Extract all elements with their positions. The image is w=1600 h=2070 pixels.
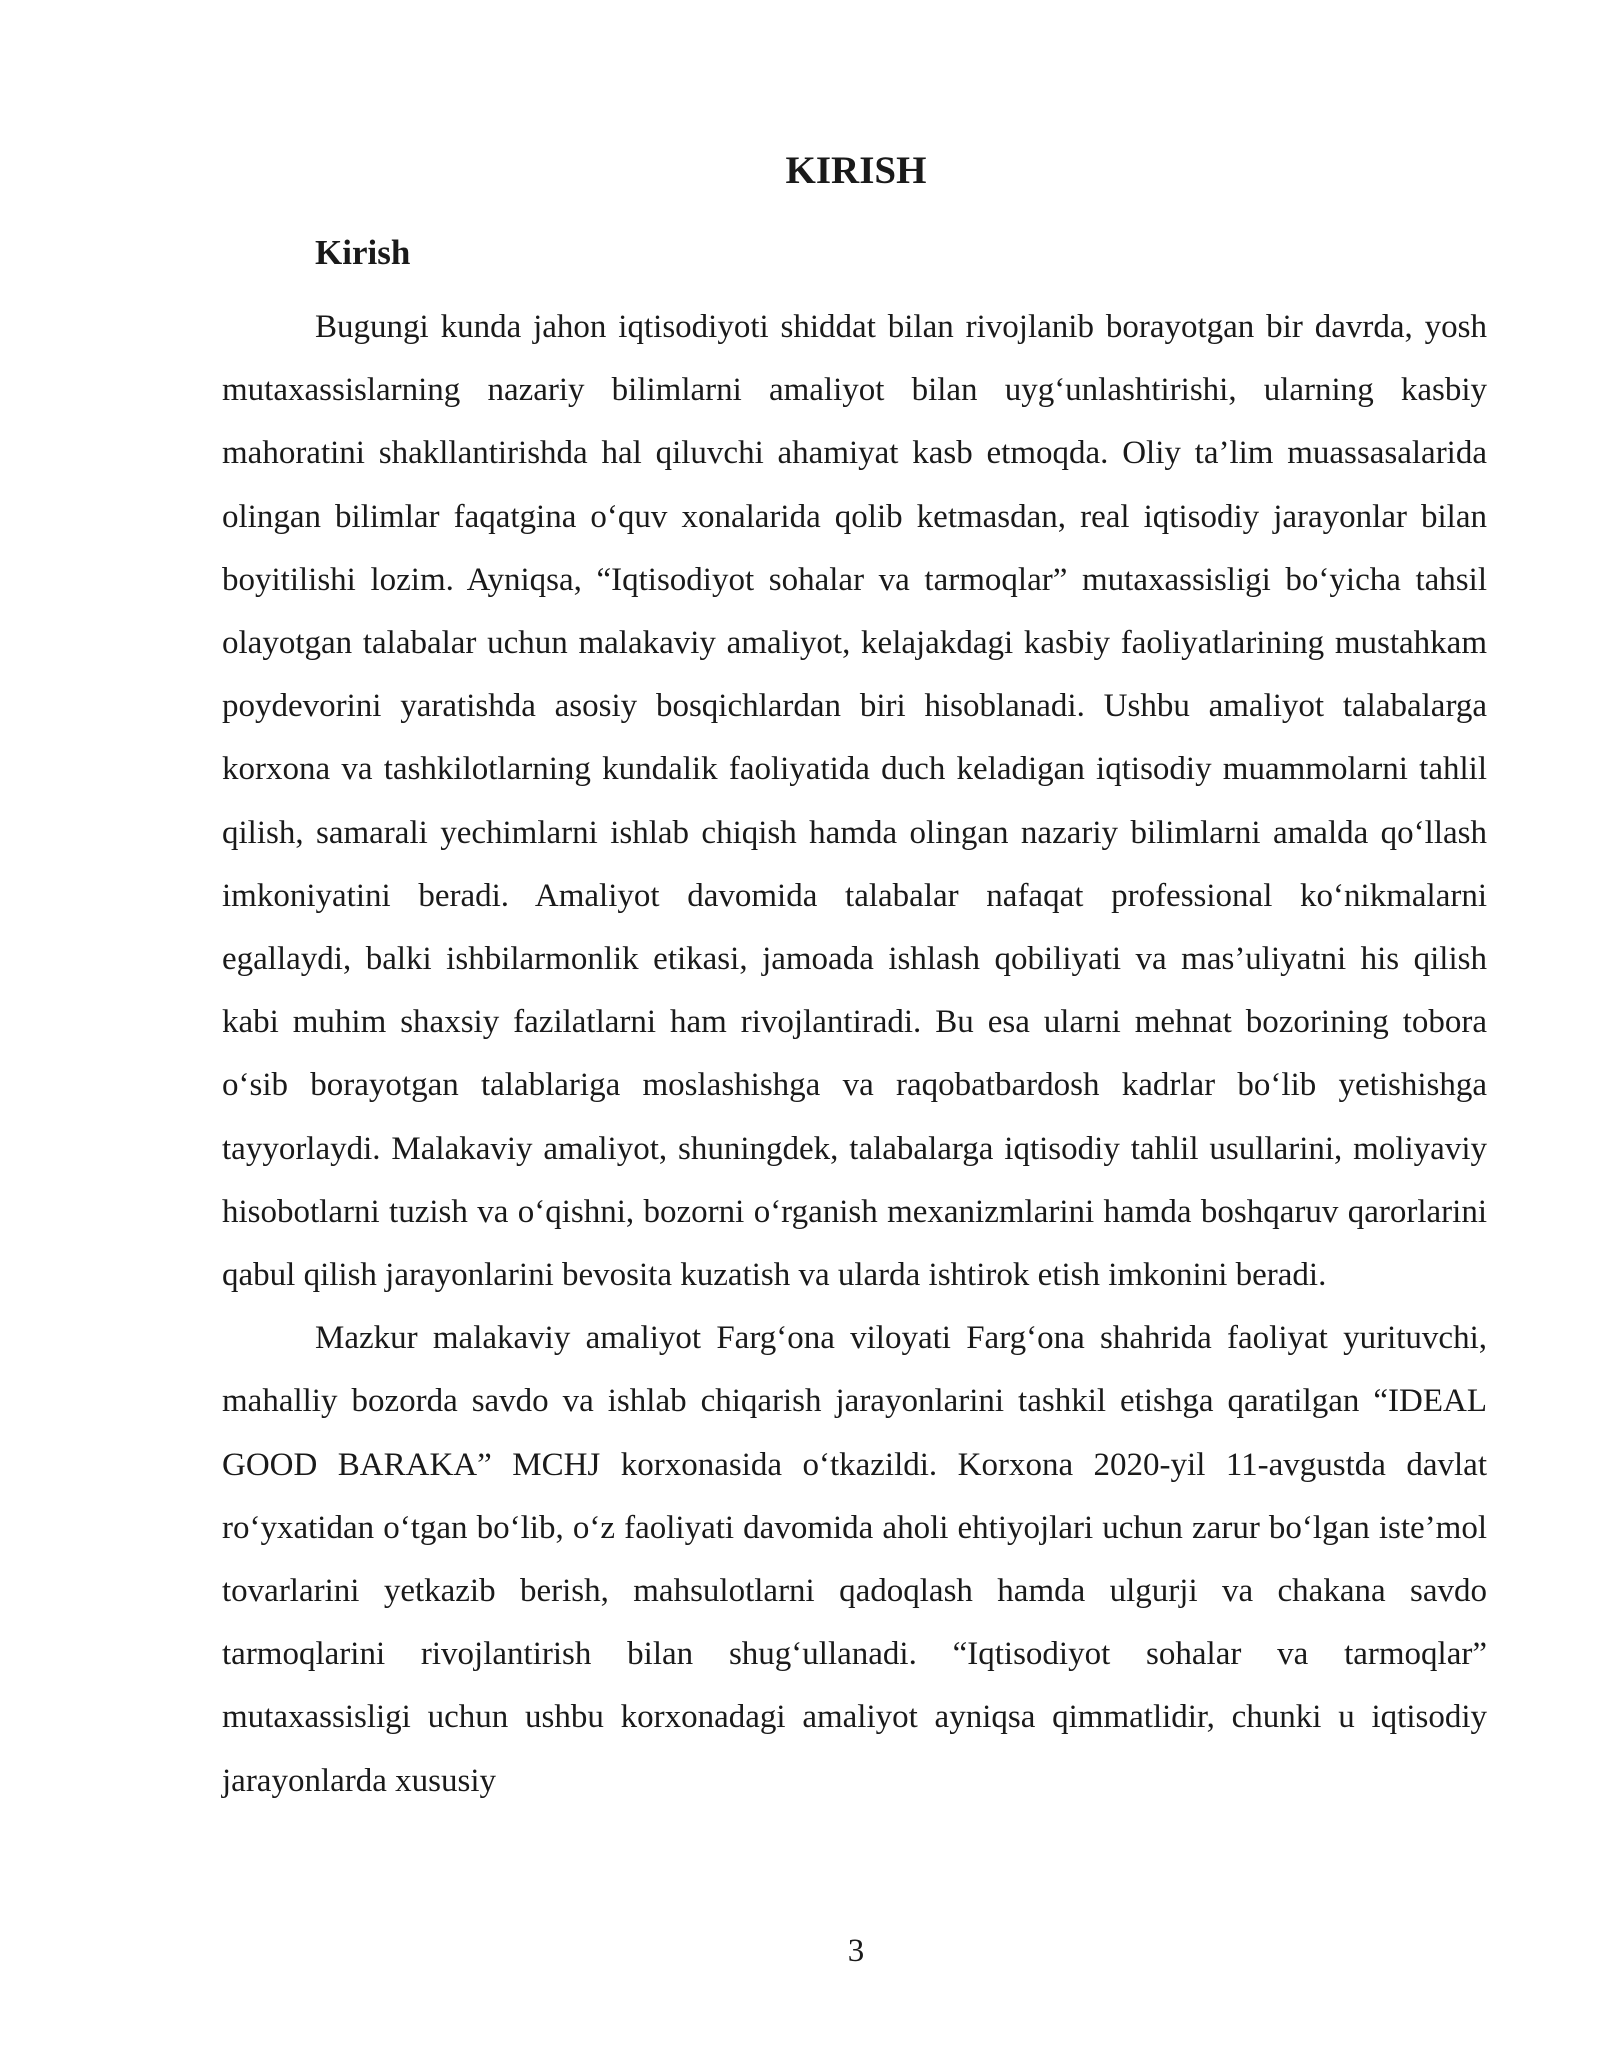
- document-title: KIRISH: [785, 149, 927, 192]
- paragraph: Bugungi kunda jahon iqtisodiyoti shiddat bilan rivojlanib borayotgan bir davrda, yosh mutaxassislarning nazariy bilimlarni amaliyot bilan uyg‘unlashtirishi, ularning kasbiy mahoratini shakllantirishda hal qiluvchi ahamiyat kasb etmoqda. Oliy ta’lim muassasalarida olingan bilimlar faqatgina o‘quv xonalarida qolib ketmasdan, real iqtisodiy jarayonlar bilan boyitilishi lozim. Ayniqsa, “Iqtisodiyot sohalar va tarmoqlar” mutaxassisligi bo‘yicha tahsil olayotgan talabalar uchun malakaviy amaliyot, kelajakdagi kasbiy faoliyatlarining mustahkam poydevorini yaratishda asosiy bosqichlardan biri hisoblanadi. Ushbu amaliyot talabalarga korxona va tashkilotlarning kundalik faoliyatida duch keladigan iqtisodiy muammolarni tahlil qilish, samarali yechimlarni ishlab chiqish hamda olingan nazariy bilimlarni amalda qo‘llash imkoniyatini beradi. Amaliyot davomida talabalar nafaqat professional ko‘nikmalarni egallaydi, balki ishbilarmonlik etikasi, jamoada ishlash qobiliyati va mas’uliyatni his qilish kabi muhim shaxsiy fazilatlarni ham rivojlantiradi. Bu esa ularni mehnat bozorining tobora o‘sib borayotgan talablariga moslashishga va raqobatbardosh kadrlar bo‘lib yetishishga tayyorlaydi. Malakaviy amaliyot, shuningdek, talabalarga iqtisodiy tahlil usullarini, moliyaviy hisobotlarni tuzish va o‘qishni, bozorni o‘rganish mexanizmlarini hamda boshqaruv qarorlarini qabul qilish jarayonlarini bevosita kuzatish va ularda ishtirok etish imkonini beradi.: [222, 309, 1487, 1294]
- section-heading: Kirish: [315, 233, 411, 272]
- body-text: [222, 296, 1487, 1813]
- page-number: 3: [847, 1933, 865, 1969]
- paragraph: Mazkur malakaviy amaliyot Farg‘ona viloyati Farg‘ona shahrida faoliyat yurituvchi, mahalliy bozorda savdo va ishlab chiqarish jarayonlarini tashkil etishga qaratilgan “IDEAL GOOD BARAKA” MCHJ korxonasida o‘tkazildi. Korxona 2020-yil 11-avgustda davlat ro‘yxatidan o‘tgan bo‘lib, o‘z faoliyati davomida aholi ehtiyojlari uchun zarur bo‘lgan iste’mol tovarlarini yetkazib berish, mahsulotlarni qadoqlash hamda ulgurji va chakana savdo tarmoqlarini rivojlantirish bilan shug‘ullanadi. “Iqtisodiyot sohalar va tarmoqlar” mutaxassisligi uchun ushbu korxonadagi amaliyot ayniqsa qimmatlidir, chunki u iqtisodiy jarayonlarda xususiy: [222, 1320, 1487, 1799]
